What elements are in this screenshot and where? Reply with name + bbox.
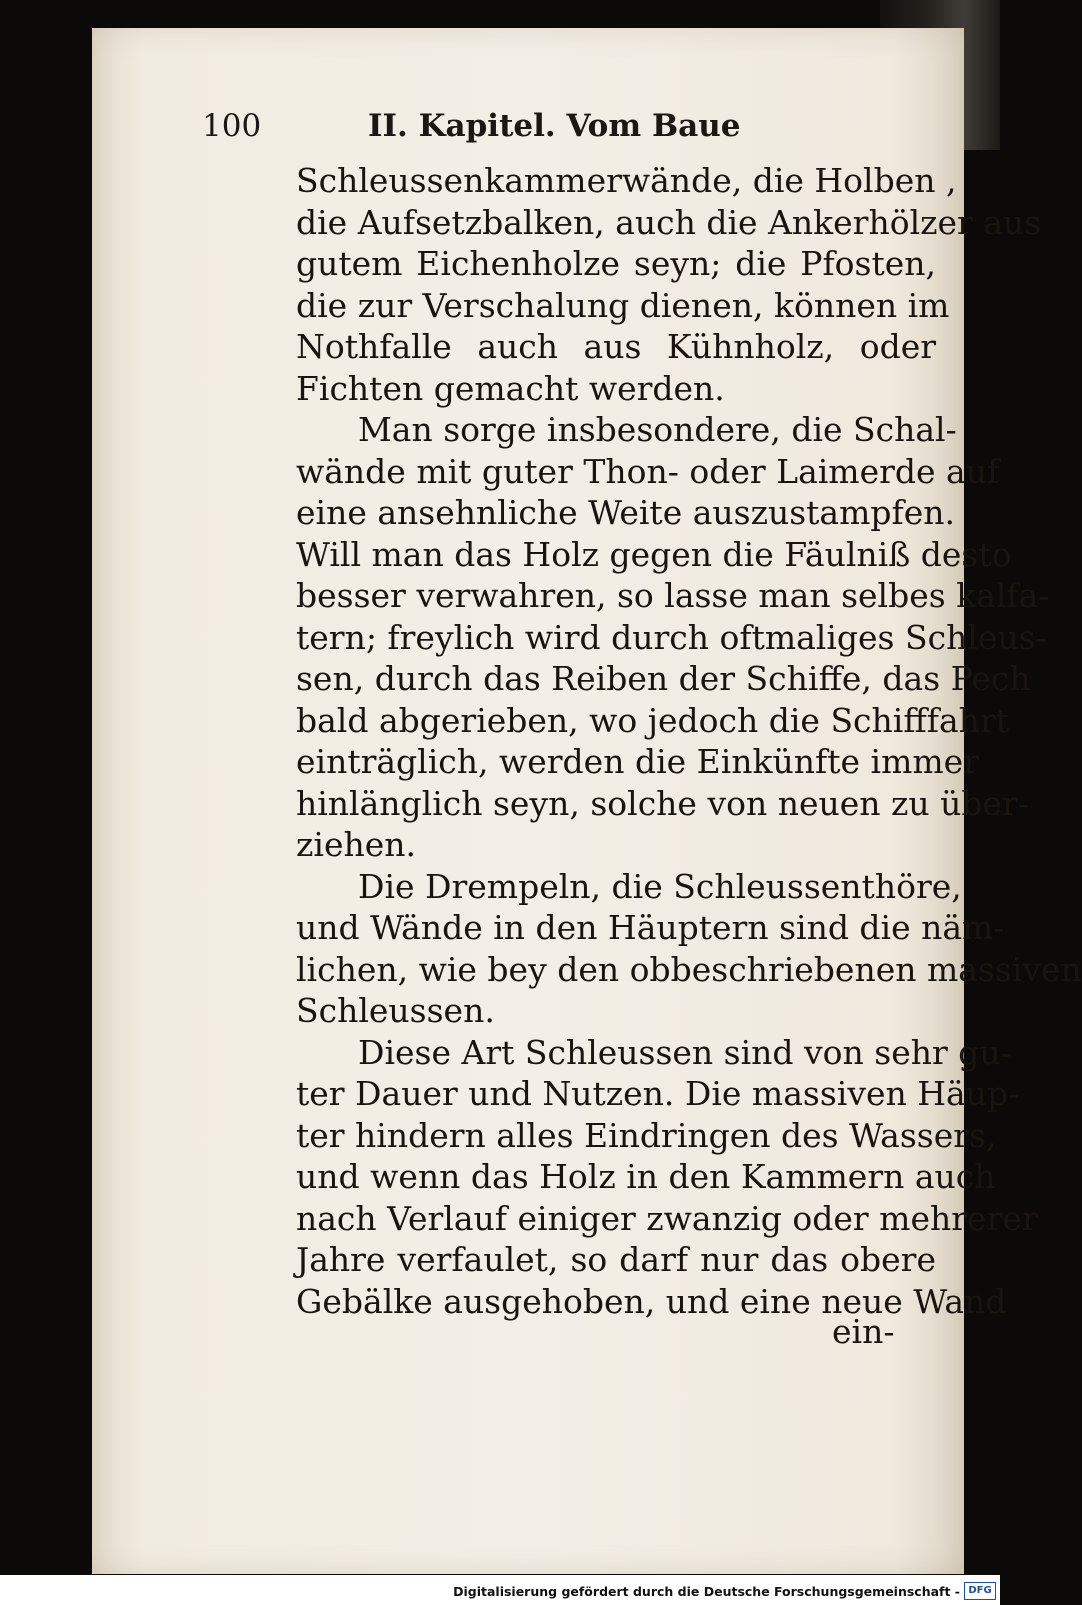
text-line: eine ansehnliche Weite auszustampfen.: [296, 493, 955, 532]
text-line: ziehen.: [296, 825, 416, 864]
text-line: Man sorge insbesondere, die Schal-: [358, 410, 957, 449]
text-line: Die Drempeln, die Schleussenthöre,: [358, 866, 962, 906]
text-line: und Wände in den Häuptern sind die näm-: [296, 908, 1005, 947]
text-line: Schleussenkammerwände, die Holben ,: [296, 161, 957, 200]
text-line: nach Verlauf einiger zwanzig oder mehrerer: [296, 1198, 1038, 1238]
text-line: lichen, wie bey den obbeschriebenen massiven: [296, 949, 1082, 989]
text-line: Fichten gemacht werden.: [296, 368, 725, 408]
text-line: Will man das Holz gegen die Fäulniß desto: [296, 534, 1012, 574]
text-line: Gebälke ausgehoben, und eine neue Wand: [296, 1281, 1007, 1321]
text-line: Diese Art Schleussen sind von sehr gu-: [358, 1032, 1012, 1072]
catchword: ein-: [832, 1312, 895, 1351]
text-line: wände mit guter Thon- oder Laimerde auf: [296, 451, 1000, 491]
text-line: gutem Eichenholze seyn; die Pfosten,: [296, 244, 936, 283]
text-line: die Aufsetzbalken, auch die Ankerhölzer aus: [296, 202, 1042, 242]
text-line: sen, durch das Reiben der Schiffe, das Pech: [296, 659, 1031, 698]
page-number: 100: [202, 108, 262, 144]
text-line: Nothfalle auch aus Kühnholz, oder: [296, 327, 936, 366]
text-line: besser verwahren, so lasse man selbes kalfa-: [296, 576, 1050, 615]
text-line: ter hindern alles Eindringen des Wassers,: [296, 1115, 997, 1155]
text-line: Jahre verfaulet, so darf nur das obere: [296, 1240, 936, 1279]
text-line: hinlänglich seyn, solche von neuen zu über-: [296, 783, 1029, 823]
text-line: bald abgerieben, wo jedoch die Schifffahrt: [296, 700, 1009, 740]
dfg-logo-icon: DFG: [964, 1582, 996, 1600]
text-line: die zur Verschalung dienen, können im: [296, 285, 950, 325]
text-line: und wenn das Holz in den Kammern auch: [296, 1157, 996, 1196]
page-header: [202, 102, 842, 154]
digitization-footer: [0, 1575, 1000, 1605]
footer-credit: Digitalisierung gefördert durch die Deutsche Forschungsgemeinschaft -: [453, 1584, 960, 1599]
body-text: [296, 160, 1082, 1322]
text-line: Schleussen.: [296, 991, 495, 1030]
text-line: ter Dauer und Nutzen. Die massiven Häup-: [296, 1074, 1020, 1113]
running-head: II. Kapitel. Vom Baue: [368, 108, 741, 144]
text-line: einträglich, werden die Einkünfte immer: [296, 742, 979, 781]
text-line: tern; freylich wird durch oftmaliges Schleus-: [296, 617, 1047, 657]
